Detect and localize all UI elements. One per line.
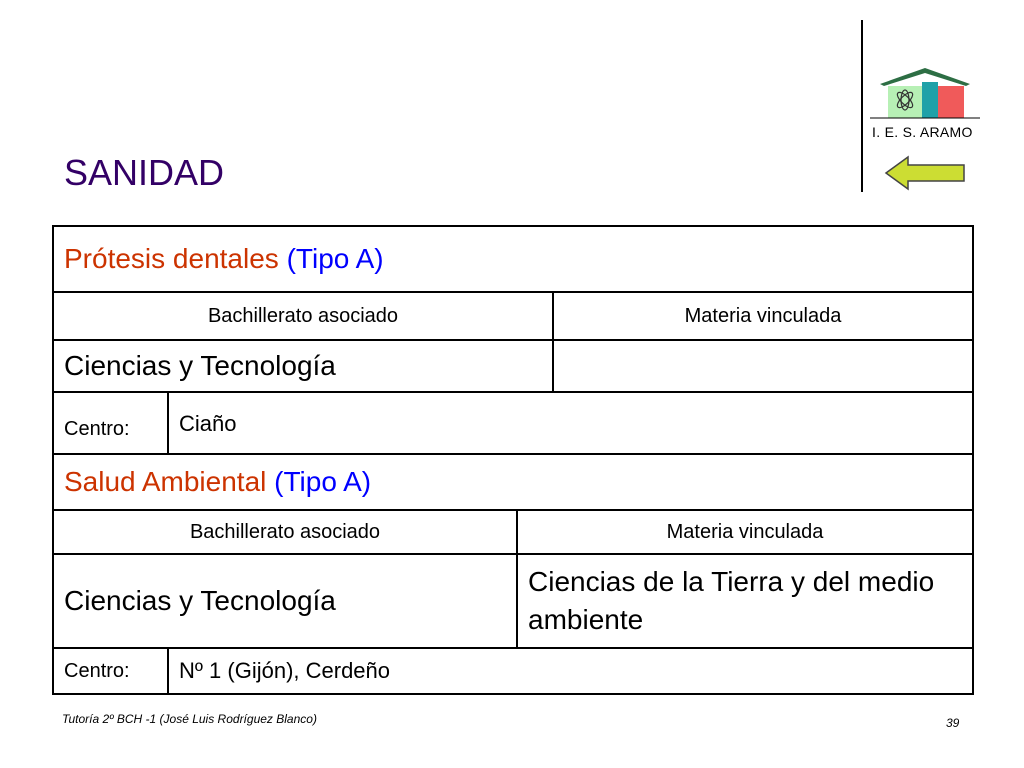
bachillerato-value: Ciencias y Tecnología <box>64 350 336 381</box>
materia-value: Ciencias de la Tierra y del medio ambiente <box>516 555 972 647</box>
bachillerato-value: Ciencias y Tecnología <box>64 585 336 616</box>
centro-row <box>54 391 972 453</box>
logo-text: I. E. S. ARAMO <box>872 124 973 140</box>
page-number: 39 <box>946 716 960 730</box>
footer-text: Tutoría 2º BCH -1 (José Luis Rodríguez Blanco) <box>62 712 317 726</box>
program-title-cell <box>54 227 972 291</box>
centro-value: Nº 1 (Gijón), Cerdeño <box>167 649 972 693</box>
header-divider <box>861 20 863 192</box>
back-arrow-icon[interactable] <box>884 154 968 192</box>
centro-label: Centro: <box>64 417 130 440</box>
program-name: Prótesis dentales <box>64 243 279 274</box>
column-header-materia: Materia vinculada <box>552 293 972 339</box>
data-row <box>54 339 972 391</box>
materia-value <box>552 341 972 391</box>
program-header-row <box>54 453 972 509</box>
centro-value: Ciaño <box>167 393 972 453</box>
program-type: (Tipo A) <box>286 243 384 274</box>
column-header-materia: Materia vinculada <box>516 511 972 553</box>
data-row <box>54 553 972 647</box>
column-header-bachillerato: Bachillerato asociado <box>189 520 381 543</box>
programs-table <box>52 225 974 695</box>
program-name: Salud Ambiental <box>64 466 267 497</box>
centro-label: Centro: <box>64 659 130 682</box>
page-title: SANIDAD <box>64 152 225 193</box>
program-header-row <box>54 227 972 291</box>
column-header-bachillerato: Bachillerato asociado <box>207 304 399 327</box>
program-type: (Tipo A) <box>274 466 372 497</box>
program-title-cell <box>54 455 972 509</box>
centro-row <box>54 647 972 693</box>
column-header-row <box>54 291 972 339</box>
column-header-row <box>54 509 972 553</box>
